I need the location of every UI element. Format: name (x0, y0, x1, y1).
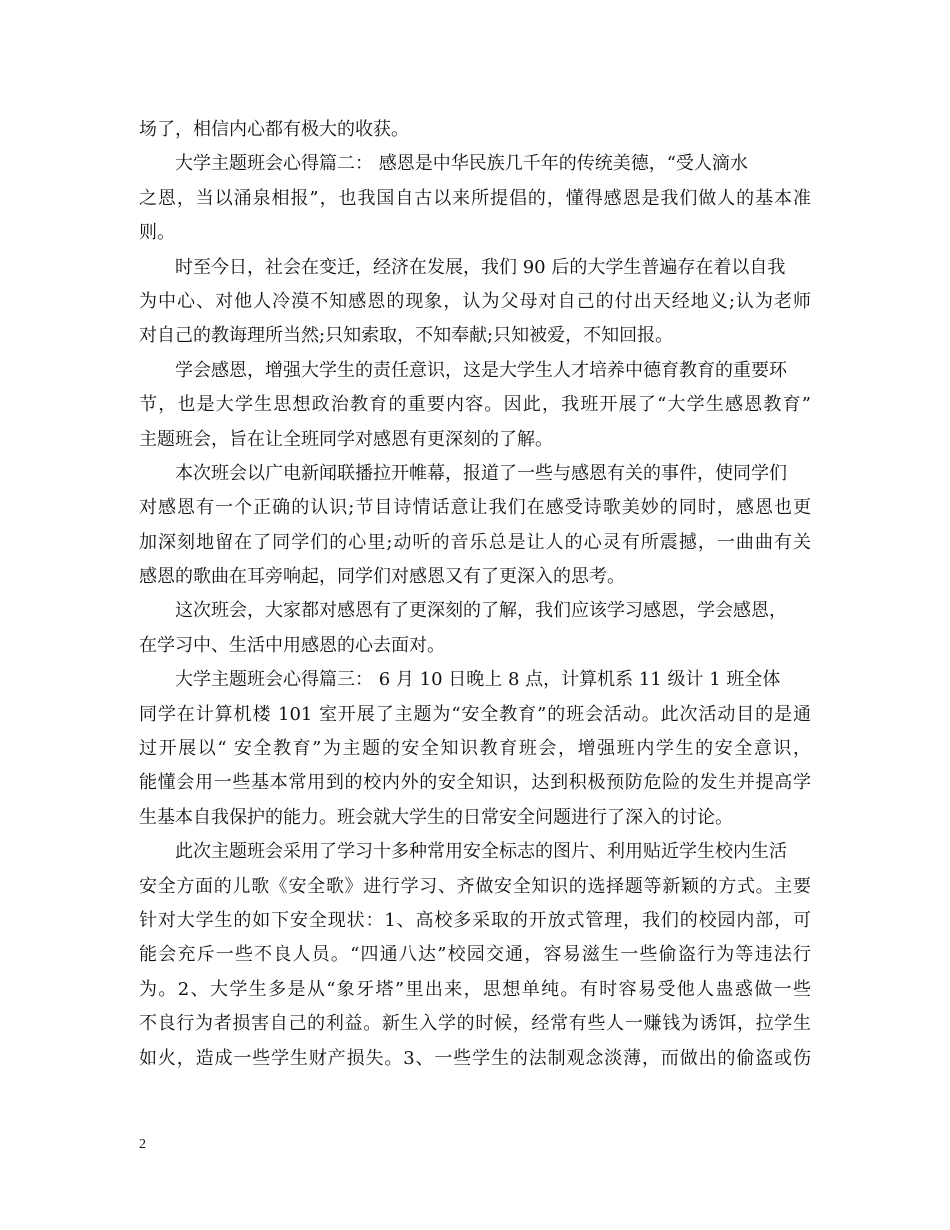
text-line: 此次主题班会采用了学习十多种常用安全标志的图片、利用贴近学生校内生活 (175, 841, 787, 863)
text-line: 感恩的歌曲在耳旁响起，同学们对感恩又有了更深入的思考。 (139, 566, 625, 588)
text-line: 本次班会以广电新闻联播拉开帷幕，报道了一些与感恩有关的事件，使同学们 (175, 462, 787, 484)
text-line: 如火，造成一些学生财产损失。3、一些学生的法制观念淡薄，而做出的偷盗或伤 (139, 1047, 811, 1069)
text-line: 大学主题班会心得篇三： 6 月 10 日晚上 8 点，计算机系 11 级计 1 班全体 (175, 669, 781, 691)
text-line: 节，也是大学生思想政治教育的重要内容。因此，我班开展了“大学生感恩教育” (139, 394, 811, 416)
text-line: 对感恩有一个正确的认识;节目诗情话意让我们在感受诗歌美妙的同时，感恩也更 (139, 497, 811, 519)
text-line: 学会感恩，增强大学生的责任意识，这是大学生人才培养中德育教育的重要环 (175, 359, 787, 381)
text-line: 之恩，当以涌泉相报”，也我国自古以来所提倡的，懂得感恩是我们做人的基本准 (139, 187, 811, 209)
text-line: 主题班会，旨在让全班同学对感恩有更深刻的了解。 (139, 428, 553, 450)
text-line: 大学主题班会心得篇二： 感恩是中华民族几千年的传统美德，“受人滴水 (175, 153, 748, 175)
text-line: 则。 (139, 222, 175, 244)
text-line: 这次班会，大家都对感恩有了更深刻的了解，我们应该学习感恩，学会感恩， (175, 600, 787, 622)
text-line: 生基本自我保护的能力。班会就大学生的日常安全问题进行了深入的讨论。 (139, 806, 733, 828)
document-body (139, 113, 811, 1076)
text-line: 能会充斥一些不良人员。“四通八达”校园交通，容易滋生一些偷盗行为等违法行 (139, 944, 811, 966)
text-line: 加深刻地留在了同学们的心里;动听的音乐总是让人的心灵有所震撼，一曲曲有关 (139, 531, 811, 553)
text-line: 在学习中、生活中用感恩的心去面对。 (139, 634, 445, 656)
text-line: 过开展以“ 安全教育”为主题的安全知识教育班会，增强班内学生的安全意识， (139, 738, 811, 760)
text-line: 安全方面的儿歌《安全歌》进行学习、齐做安全知识的选择题等新颖的方式。主要 (139, 875, 811, 897)
text-line: 不良行为者损害自己的利益。新生入学的时候，经常有些人一赚钱为诱饵，拉学生 (139, 1013, 811, 1035)
text-line: 场了，相信内心都有极大的收获。 (139, 119, 409, 140)
text-line: 对自己的教诲理所当然;只知索取，不知奉献;只知被爱，不知回报。 (139, 325, 674, 347)
text-line: 同学在计算机楼 101 室开展了主题为“安全教育”的班会活动。此次活动目的是通 (139, 703, 811, 725)
page-number: 2 (139, 1137, 146, 1152)
text-line: 针对大学生的如下安全现状：1、高校多采取的开放式管理，我们的校园内部，可 (139, 909, 811, 931)
text-line: 为。2、大学生多是从“象牙塔”里出来，思想单纯。有时容易受他人蛊惑做一些 (139, 978, 811, 1000)
text-line: 为中心、对他人冷漠不知感恩的现象，认为父母对自己的付出天经地义;认为老师 (139, 290, 811, 312)
text-line: 时至今日，社会在变迁，经济在发展，我们 90 后的大学生普遍存在着以自我 (175, 256, 786, 278)
text-line: 能懂会用一些基本常用到的校内外的安全知识，达到积极预防危险的发生并提高学 (139, 772, 811, 794)
